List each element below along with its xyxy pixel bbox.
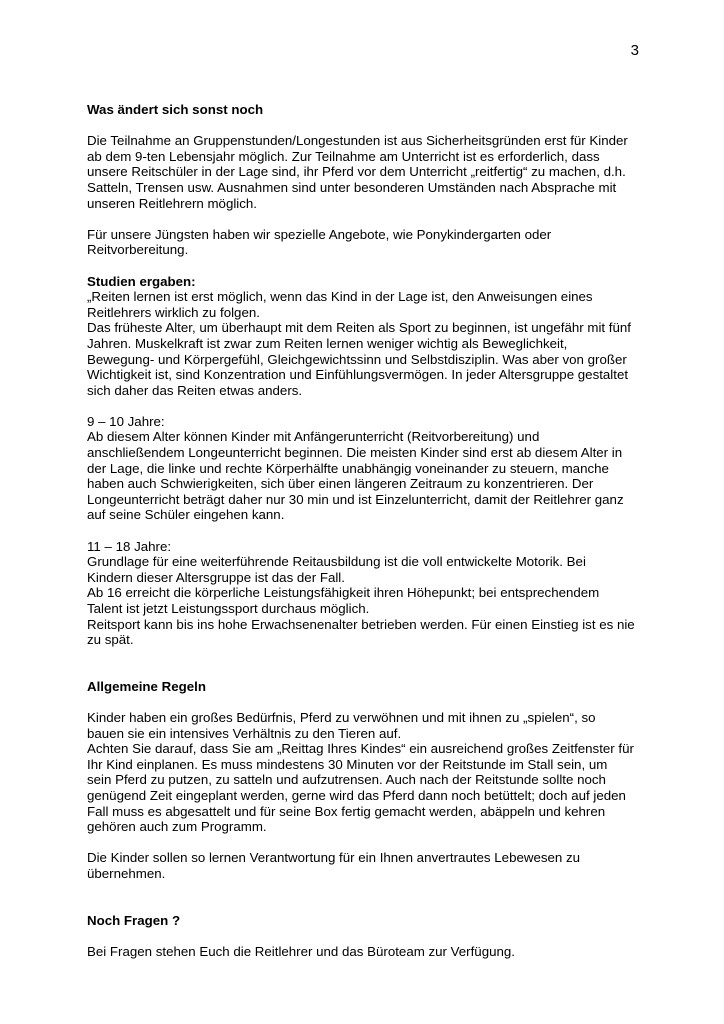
text-line: Reitlehrers wirklich zu folgen. xyxy=(87,304,260,320)
paragraph-youngest xyxy=(87,227,645,258)
text-line: Bei Fragen stehen Euch die Reitlehrer und das Büroteam zur Verfügung. xyxy=(87,943,515,959)
text-line: „Reiten lernen ist erst möglich, wenn das Kind in der Lage ist, den Anweisungen eines xyxy=(87,289,593,305)
section-heading-questions: Noch Fragen ? xyxy=(87,912,181,928)
text-line: Grundlage für eine weiterführende Reitausbildung ist die voll entwickelte Motorik. Bei xyxy=(87,554,586,570)
section-heading-changes: Was ändert sich sonst noch xyxy=(87,102,264,117)
text-line: Für unsere Jüngsten haben wir spezielle Angebote, wie Ponykindergarten oder xyxy=(87,226,552,242)
text-line: auf seine Schüler eingehen kann. xyxy=(87,507,285,523)
text-line: anschließendem Longeunterricht beginnen. Die meisten Kinder sind erst ab diesem Alter in xyxy=(87,445,623,461)
text-line: Bewegung- und Körpergefühl, Gleichgewichtssinn und Selbstdisziplin. Was aber von großer xyxy=(87,351,627,367)
paragraph-participation xyxy=(87,133,645,211)
text-line: Reitvorbereitung. xyxy=(87,242,189,258)
text-line: Kindern dieser Altersgruppe ist das der Fall. xyxy=(87,569,345,585)
text-line: Ab 16 erreicht die körperliche Leistungsfähigkeit ihren Höhepunkt; bei entsprechendem xyxy=(87,585,600,601)
age-group-label: 9 – 10 Jahre: xyxy=(87,413,165,429)
paragraph-studies xyxy=(87,289,645,398)
text-line: Talent ist jetzt Leistungssport durchaus möglich. xyxy=(87,601,370,616)
text-line: bauen sie ein intensives Verhältnis zu den Tieren auf. xyxy=(87,725,402,741)
text-line: Achten Sie darauf, dass Sie am „Reittag Ihres Kindes“ ein ausreichend großes Zeitfenster für xyxy=(87,741,634,757)
text-line: übernehmen. xyxy=(87,865,166,881)
text-line: Kinder haben ein großes Bedürfnis, Pferd zu verwöhnen und mit ihnen zu „spielen“, so xyxy=(87,709,596,725)
text-line: sein Pferd zu putzen, zu satteln und aufzutrensen. Auch nach der Reitstunde sollte noch xyxy=(87,772,606,788)
section-heading-studies: Studien ergaben: xyxy=(87,273,196,289)
text-line: Wichtigkeit ist, sind Konzentration und Einfühlungsvermögen. In jeder Altersgruppe gestaltet xyxy=(87,367,629,383)
text-line: Jahren. Muskelkraft ist zwar zum Reiten lernen weniger wichtig als Beweglichkeit, xyxy=(87,335,568,351)
text-line: Ihr Kind einplanen. Es muss mindestens 30 Minuten vor der Reitstunde im Stall sein, um xyxy=(87,756,608,772)
text-line: genügend Zeit eingeplant werden, gerne wird das Pferd dann noch betüttelt; doch auf jeden xyxy=(87,787,626,803)
section-heading-rules: Allgemeine Regeln xyxy=(87,678,206,694)
text-line: Longeunterricht beträgt daher nur 30 min und ist Einzelunterricht, damit der Reitlehrer ganz xyxy=(87,491,624,507)
text-line: sich daher das Reiten etwas anders. xyxy=(87,382,303,398)
text-line: Satteln, Trensen usw. Ausnahmen sind unter besonderen Umständen nach Absprache mit xyxy=(87,179,617,195)
page-number: 3 xyxy=(630,42,639,59)
text-line: Das früheste Alter, um überhaupt mit dem Reiten als Sport zu beginnen, ist ungefähr mit fünf xyxy=(87,320,631,336)
text-line: Reitsport kann bis ins hohe Erwachsenenalter betrieben werden. Für einen Einstieg ist es nie xyxy=(87,616,635,632)
age-group-label: 11 – 18 Jahre: xyxy=(87,538,172,554)
text-line: zu spät. xyxy=(87,632,134,648)
text-line: Die Kinder sollen so lernen Verantwortung für ein Ihnen anvertrautes Lebewesen zu xyxy=(87,850,581,866)
paragraph-responsibility xyxy=(87,850,645,881)
text-line: Fall muss es abgesattelt und für seine Box fertig gemacht werden, abäppeln und kehren xyxy=(87,803,606,819)
text-line: gehören auch zum Programm. xyxy=(87,819,267,835)
paragraph-age-9-10 xyxy=(87,414,645,523)
paragraph-rules xyxy=(87,710,645,835)
document-body xyxy=(87,102,645,959)
text-line: haben auch Schwierigkeiten, sich über einen längeren Zeitraum zu konzentrieren. Der xyxy=(87,476,594,492)
paragraph-questions xyxy=(87,944,645,960)
text-line: Ab diesem Alter können Kinder mit Anfängerunterricht (Reitvorbereitung) und xyxy=(87,429,540,445)
text-line: ab dem 9-ten Lebensjahr möglich. Zur Teilnahme am Unterricht ist es erforderlich, dass xyxy=(87,148,600,164)
text-line: unseren Reitlehrern möglich. xyxy=(87,195,257,211)
text-line: unsere Reitschüler in der Lage sind, ihr Pferd vor dem Unterricht „reitfertig“ zu machen, d.h. xyxy=(87,164,626,180)
text-line: der Lage, die linke und rechte Körperhälfte unabhängig voneinander zu steuern, manche xyxy=(87,460,609,476)
paragraph-age-11-18 xyxy=(87,539,645,648)
text-line: Die Teilnahme an Gruppenstunden/Longestunden ist aus Sicherheitsgründen erst für Kinder xyxy=(87,133,628,149)
